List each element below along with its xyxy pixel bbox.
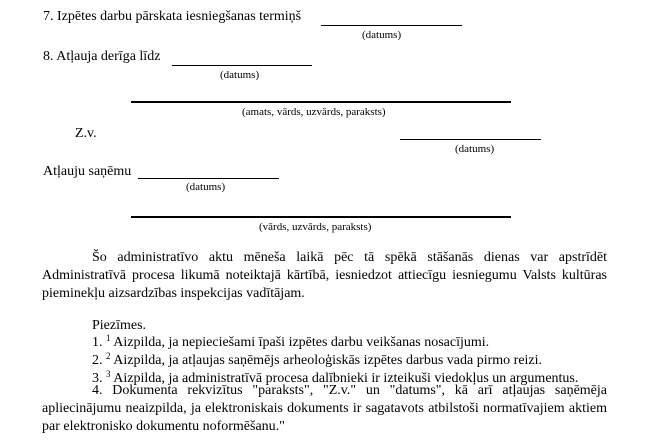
note-superscript: 1 [106, 333, 111, 343]
note-number: 2. [92, 353, 103, 368]
note-text: Aizpilda, ja administratīvā procesa dalībnieki ir izteikuši viedokļus un argumentus. [113, 371, 579, 386]
item8-date-line [172, 65, 312, 66]
received-date-caption: (datums) [186, 181, 226, 193]
notes-title: Piezīmes. [92, 318, 147, 333]
note-number: 4. [92, 383, 103, 398]
item8-label: 8. Atļauja derīga līdz [43, 49, 161, 64]
note-item-4 [42, 382, 607, 436]
note-superscript: 3 [106, 369, 111, 379]
received-label: Atļauju saņēmu [43, 164, 132, 179]
note-text: Aizpilda, ja nepieciešami īpaši izpētes darbu veikšanas nosacījumi. [113, 335, 490, 350]
note-number: 1. [92, 335, 103, 350]
appeal-text: Šo administratīvo aktu mēneša laikā pēc tā spēkā stāšanās dienas var apstrīdēt Administratīvā procesa likumā noteiktajā kārtībā, iesniedzot attiecīgu iesniegumu Valsts kultūras pieminekļu aizsardzības inspekcijas vadītājam. [42, 250, 607, 301]
note-text: Dokumenta rekvizītus "paraksts", "Z.v." un "datums", kā arī atļaujas saņēmēja apliecinājumu neaizpilda, ja elektroniskais dokuments ir sagatavots atbilstoši normatīvajiem aktiem par elektronisko dokumentu noformēšanu." [42, 383, 607, 434]
signature2-line [131, 216, 511, 218]
appeal-paragraph [42, 249, 607, 303]
signature1-line [131, 101, 511, 103]
note-text: Aizpilda, ja atļaujas saņēmējs arheoloģiskās izpētes darbus vada pirmo reizi. [113, 353, 543, 368]
received-date-line [138, 178, 279, 179]
note-item-1 [92, 335, 489, 351]
item7-label: 7. Izpētes darbu pārskata iesniegšanas termiņš [43, 9, 302, 24]
note-item-2 [92, 353, 542, 369]
signature2-caption: (vārds, uzvārds, paraksts) [259, 221, 372, 233]
item7-date-caption: (datums) [362, 29, 402, 41]
stamp-date-caption: (datums) [455, 143, 495, 155]
note-number: 3. [92, 371, 103, 386]
item8-date-caption: (datums) [220, 69, 260, 81]
note-superscript: 2 [106, 351, 111, 361]
signature1-caption: (amats, vārds, uzvārds, paraksts) [242, 106, 386, 118]
stamp-label: Z.v. [75, 126, 97, 141]
item7-date-line [321, 25, 462, 26]
stamp-date-line [400, 139, 541, 140]
